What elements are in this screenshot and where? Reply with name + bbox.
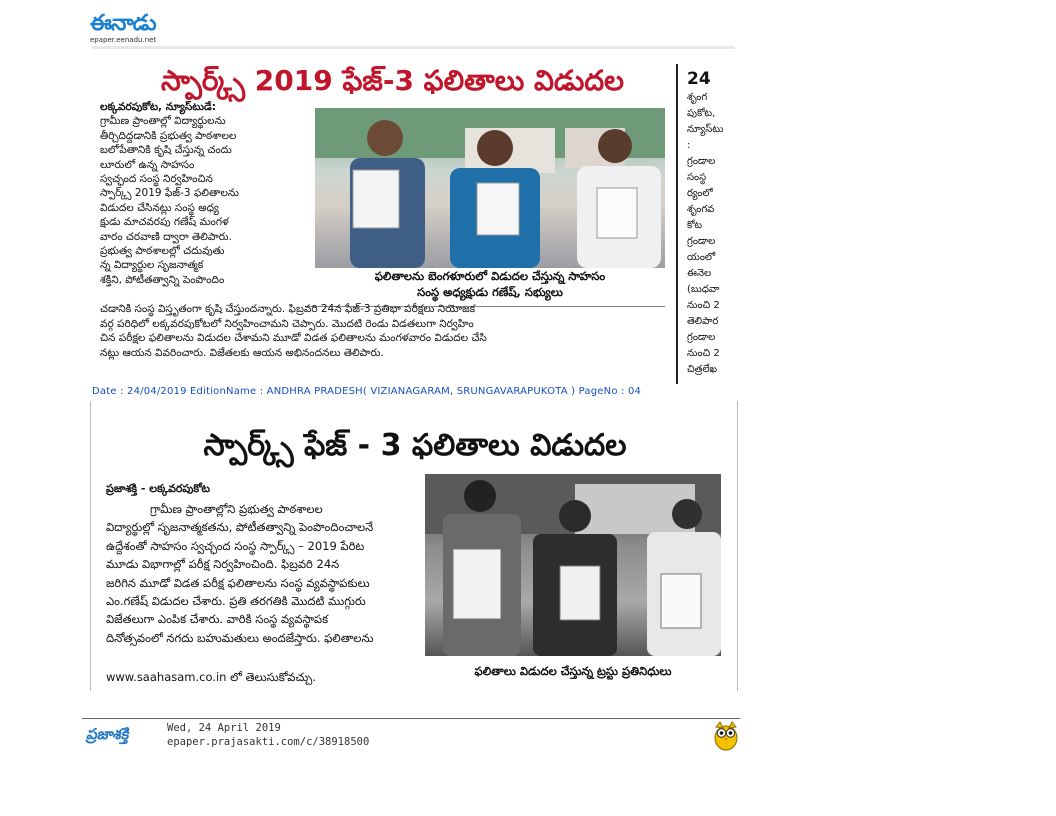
side-line: శృంగ <box>687 92 708 103</box>
clip1-line: గ్రామీణ ప్రాంతాల్లో విద్యార్థులను <box>100 115 226 128</box>
clip2-headline: స్పార్క్స్ ఫేజ్ - 3 ఫలితాలు విడుదల <box>203 428 627 463</box>
clip1-line: విడుదల చేసినట్లు సంస్థ అధ్య <box>100 201 219 214</box>
clip1-line: న్న విద్యార్థుల సృజనాత్మక <box>100 259 204 272</box>
clip1-line: స్పార్క్స్ 2019 ఫేజ్-3 ఫలితాలను <box>100 187 239 200</box>
clip1-bottom-line: నట్లు ఆయన వివరించారు. విజేతలకు ఆయన అభినందనలు తెలిపారు. <box>100 346 384 359</box>
three-men-holding-papers-image <box>315 108 665 268</box>
clip2-line: జరిగిన మూడో విడత పరీక్ష ఫలితాలను సంస్థ వ్యవస్థాపకులు <box>106 575 370 590</box>
clip2-line: మూడు విభాగాల్లో పరీక్ష నిర్వహించింది. ఫిబ్రవరి 24న <box>106 557 340 572</box>
clip2-line: గ్రామీణ ప్రాంతాల్లోని ప్రభుత్వ పాఠశాలల <box>150 502 323 516</box>
eenadu-logo-url: epaper.eenadu.net <box>90 36 157 44</box>
prajasakti-logo: ప్రజాశక్తి <box>86 725 129 743</box>
side-line: యంలో <box>687 252 716 263</box>
clip2-url-line: www.saahasam.co.in లో తెలుసుకోవచ్చు. <box>106 670 317 684</box>
adjacent-article-column <box>687 68 735 378</box>
clip1-line: ప్రభుత్వ పాఠశాలల్లో చదువుతు <box>100 245 225 258</box>
clip2-photo <box>425 474 721 656</box>
clip2-line: విద్యార్థుల్లో సృజనాత్మకతను, పోటీతత్వాన్ని పెంపొందించాలనే <box>106 520 374 535</box>
clip1-bottom-line: చడానికి సంస్థ విస్తృతంగా కృషి చేస్తుందన్నారు. ఫిబ్రవరి 24న ఫేజ్-3 ప్రతిభా పరీక్షలు నియోజక <box>100 303 476 315</box>
owl-icon[interactable] <box>713 719 739 751</box>
clip1-line: లక్కవరపుకోట, న్యూస్‌టుడే: <box>100 101 216 113</box>
adjacent-article-number: 24 <box>687 69 711 89</box>
side-line: శృంగవ <box>687 204 715 215</box>
clip1-line: బలోపేతానికి కృషి చేస్తున్న చందు <box>100 144 232 157</box>
clip1-bottom-line: చిన పరీక్షల ఫలితాలను విడుదల చేశామని మూడో విడత ఫలితాలను మంగళవారం విడుదల చేసి <box>100 332 487 345</box>
side-line: తెలిపార <box>687 316 719 327</box>
side-line: నుంచి 2 <box>687 348 720 359</box>
side-line: ఈనెల <box>687 268 712 279</box>
side-line: సంస్థ <box>687 172 707 183</box>
clip1-line: స్వచ్ఛంద సంస్థ నిర్వహించిన <box>100 173 213 186</box>
footer-date: Wed, 24 April 2019 <box>167 722 281 734</box>
clip2-line: దినోత్సవంలో నగదు బహుమతులు అందజేస్తారు. ఫలితాలను <box>106 630 374 645</box>
side-line: గ్రండాల <box>687 236 716 247</box>
clip2-line: విజేతలుగా ఎంపిక చేశారు. వారికి సంస్థ వ్యవస్థాపక <box>106 612 329 627</box>
side-line: : <box>687 140 691 151</box>
eenadu-logo-text: ఈనాడు <box>90 11 156 36</box>
side-line: చిత్రలేఖ <box>687 364 718 375</box>
clip2-body-text <box>106 500 406 690</box>
clip1-line: క్షుడు మాచవరపు గణేష్ మంగళ <box>100 216 229 229</box>
clip2-line: ఎం.గణేష్ విడుదల చేశారు. ప్రతి తరగతికి మొదటి ముగ్గురు <box>106 594 366 609</box>
clip1-headline: స్పార్క్స్ 2019 ఫేజ్-3 ఫలితాలు విడుదల <box>161 64 624 97</box>
clip1-photo-caption <box>315 268 665 304</box>
clip1-column-text <box>100 100 300 300</box>
clip2-line: ఉద్దేశంతో సాహసం స్వచ్ఛంద సంస్థ స్పార్క్స్ – 2019 పేరిట <box>106 538 365 553</box>
eenadu-logo <box>90 12 190 46</box>
clip1-bottom-line: వర్గ పరిధిలో లక్కవరపుకోటలో నిర్వహించామని చెప్పారు. మొదటి రెండు విడతలుగా నిర్వహిం <box>100 317 474 330</box>
clip1-line: లూరులో ఉన్న సాహసం <box>100 158 195 171</box>
footer-divider <box>82 718 740 719</box>
side-line: గ్రండాల <box>687 332 716 343</box>
side-line: కోట <box>687 220 703 231</box>
clip1-caption-line: ఫలితాలను బెంగళూరులో విడుదల చేస్తున్న సాహసం <box>374 269 606 283</box>
side-line: పుకోట, <box>687 108 716 119</box>
column-divider <box>676 64 678 384</box>
clip1-bottom-text <box>100 302 665 372</box>
clip1-line: తీర్చిదిద్దడానికి ప్రభుత్వ పాఠశాలల <box>100 129 237 142</box>
clip1-caption-line: సంస్థ అధ్యక్షుడు గణేష్, సభ్యులు <box>417 285 563 299</box>
clip2-photo-caption: ఫలితాలు విడుదల చేస్తున్న ట్రస్టు ప్రతినిధులు <box>474 664 672 678</box>
side-line: ర్యంలో <box>687 188 713 199</box>
side-line: గ్రండాల <box>687 156 716 167</box>
clip1-photo <box>315 108 665 268</box>
header-divider <box>92 46 735 49</box>
three-men-holding-papers-bw-image <box>425 474 721 656</box>
clip2-byline: ప్రజాశక్తి - లక్కవరపుకోట <box>106 482 211 495</box>
clip1-line: వారం చరవాణి ద్వారా తెలిపారు. <box>100 230 232 243</box>
edition-dateline: Date : 24/04/2019 EditionName : ANDHRA PRADESH( VIZIANAGARAM, SRUNGAVARAPUKOTA ) PageNo : 04 <box>92 386 642 397</box>
clip1-line: శక్తిని, పోటీతత్వాన్ని పెంపొందిం <box>100 273 225 286</box>
side-line: (బుధవా <box>687 284 720 295</box>
side-line: న్యూస్‌టు <box>687 124 724 135</box>
side-line: నుంచి 2 <box>687 300 720 311</box>
footer-url[interactable]: epaper.prajasakti.com/c/38918500 <box>167 736 370 748</box>
